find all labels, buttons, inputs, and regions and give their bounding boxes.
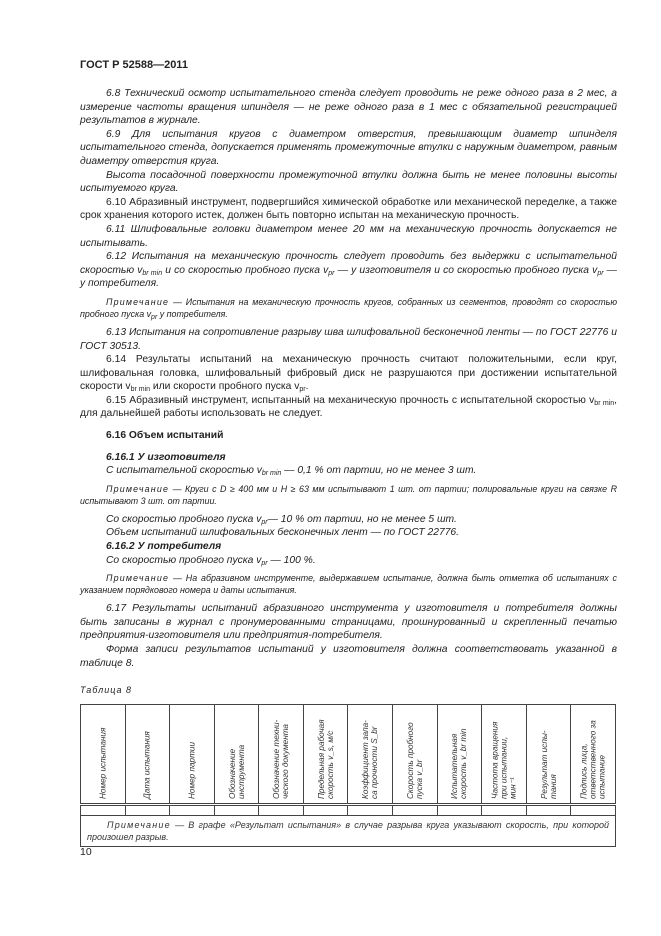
clause-6-11: 6.11 Шлифовальные головки диаметром менее 20 мм на механическую прочность допускается не испытывать. xyxy=(80,223,617,249)
column-header xyxy=(526,704,571,804)
clause-6-15: 6.15 Абразивный инструмент, испытанный на механическую прочность с испытательной скоростью $v_{br min}$, для дальнейшей работы использовать не следует. xyxy=(80,394,617,420)
column-header xyxy=(125,704,170,804)
column-header-label: Номер партии xyxy=(187,741,197,799)
clause-6-8: 6.8 Технический осмотр испытательного стенда следует проводить не реже одного раза в 2 мес, а измерение частоты вращения шпинделя — не реже одного раза в 1 мес с обязательной регистрацией результатов в журнале. xyxy=(80,88,617,127)
clause-6-17-form: Форма записи результатов испытаний у изготовителя должна соответствовать указанной в таблице 8. xyxy=(80,644,617,669)
column-header-label: Результат испы- тания xyxy=(539,730,558,799)
table-cell xyxy=(170,804,215,815)
clause-6-14: 6.14 Результаты испытаний на механическую прочность считают положительными, если круг, шлифовальная головка, шлифовальный фибровый диск не разрушаются при достижении испытательной скорости $v_{br min}$ или скорости пробного пуска $v_{pr}$. xyxy=(80,354,617,394)
clause-6-12: 6.12 Испытания на механическую прочность следует проводить без выдержки с испытательной скоростью $v_{br min}$ и со скоростью пробного пуска $v_{pr}$ — у изготовителя и со скоростью пробного пуска $v_{pr}$ — у потребителя. xyxy=(80,251,617,290)
column-header-label: Обозначение инструмента xyxy=(227,744,246,799)
consumer-volume: Со скоростью пробного пуска $v_{pr}$ — 100 %. xyxy=(106,554,316,567)
document-body xyxy=(80,87,617,847)
column-header xyxy=(81,704,126,804)
column-header-label: Предельная рабочая скорость v_s, м/с xyxy=(316,719,335,799)
note-segments: Примечание — Испытания на механическую прочность кругов, собранных из сегментов, проводят со скоростью пробного пуска $v_{pr}$ у потребителя. xyxy=(80,296,617,321)
column-header-label: Подпись лица, ответственного за испытание xyxy=(579,719,607,799)
subsection-heading-6-16-1: 6.16.1 У изготовителя xyxy=(106,451,226,463)
table-note: Примечание — В графе «Результат испытания» в случае разрыва круга указывают скорость, при которой произошел разрыв. xyxy=(81,815,616,846)
column-header-label: Коэффициент запа- са прочности S_br xyxy=(361,719,380,799)
note-marking: Примечание — На абразивном инструменте, выдержавшем испытание, должна быть отметка об испытаниях с указанием порядкового номера и даты испытания. xyxy=(80,573,617,596)
column-header-label: Дата испытания xyxy=(142,731,152,799)
column-header xyxy=(214,704,259,804)
column-header-label: Обозначение техни- ческого документа xyxy=(272,719,291,799)
table-note-row xyxy=(81,815,616,846)
table-cell xyxy=(437,804,482,815)
proof-speed-volume: Со скоростью пробного пуска $v_{pr}—$ 10 % от партии, но не менее 5 шт. xyxy=(106,513,457,526)
table-cell xyxy=(81,804,126,815)
table-cell xyxy=(571,804,616,815)
clause-6-13: 6.13 Испытания на сопротивление разрыву шва шлифовальной бесконечной ленты — по ГОСТ 22776 и ГОСТ 30513. xyxy=(80,326,617,352)
table-header-row xyxy=(81,704,616,804)
table-cell xyxy=(526,804,571,815)
table-cell xyxy=(482,804,527,815)
clause-6-9-height: Высота посадочной поверхности промежуточной втулки должна быть не менее половины высоты испытуемого круга. xyxy=(80,169,617,195)
column-header xyxy=(170,704,215,804)
column-header xyxy=(303,704,348,804)
table-cell xyxy=(348,804,393,815)
column-header-label: Скорость пробного пуска v_br xyxy=(405,722,424,799)
section-heading-6-16: 6.16 Объем испытаний xyxy=(106,430,224,442)
test-results-table xyxy=(80,704,616,847)
table-cell xyxy=(214,804,259,815)
table-cell xyxy=(259,804,304,815)
column-header-label: Номер испытания xyxy=(98,727,108,799)
subsection-heading-6-16-2: 6.16.2 У потребителя xyxy=(106,541,222,553)
manufacturer-volume: С испытательной скоростью $v_{br min}$ — 0,1 % от партии, но не менее 3 шт. xyxy=(106,465,477,478)
clause-6-9: 6.9 Для испытания кругов с диаметром отверстия, превышающим диаметр шпинделя испытательного стенда, допускается применять промежуточные втулки с наружным диаметром, равным диаметру отверстия круга. xyxy=(80,128,617,167)
page-number: 10 xyxy=(80,846,92,858)
belt-volume: Объем испытаний шлифовальных бесконечных лент — по ГОСТ 22776. xyxy=(106,527,460,539)
table-row xyxy=(81,804,616,815)
column-header xyxy=(482,704,527,804)
column-header xyxy=(571,704,616,804)
column-header-label: Частота вращения при испытании, мин⁻¹ xyxy=(490,721,518,799)
column-header xyxy=(437,704,482,804)
column-header xyxy=(348,704,393,804)
table-cell xyxy=(125,804,170,815)
table-cell xyxy=(303,804,348,815)
clause-6-10: 6.10 Абразивный инструмент, подвергшийся химической обработке или механической переделке, а также срок хранения которого истек, должен быть повторно испытан на механическую прочность. xyxy=(80,196,617,222)
table-cell xyxy=(393,804,438,815)
clause-6-17: 6.17 Результаты испытаний абразивного инструмента у изготовителя и потребителя должны быть записаны в журнал с пронумерованными страницами, прошнурованный и скрепленный печатью предприятия-изготовителя или предприятия-потребителя. xyxy=(80,603,617,642)
column-header xyxy=(393,704,438,804)
document-header: ГОСТ Р 52588—2011 xyxy=(80,59,188,71)
column-header-label: Испытательная скорость v_br min xyxy=(450,728,469,799)
note-large-wheels: Примечание — Круги с D ≥ 400 мм и H ≥ 63 мм испытывают 1 шт. от партии; полировальные круги на связке R испытывают 3 шт. от партии. xyxy=(80,483,617,506)
table-caption: Таблица 8 xyxy=(80,685,133,696)
column-header xyxy=(259,704,304,804)
